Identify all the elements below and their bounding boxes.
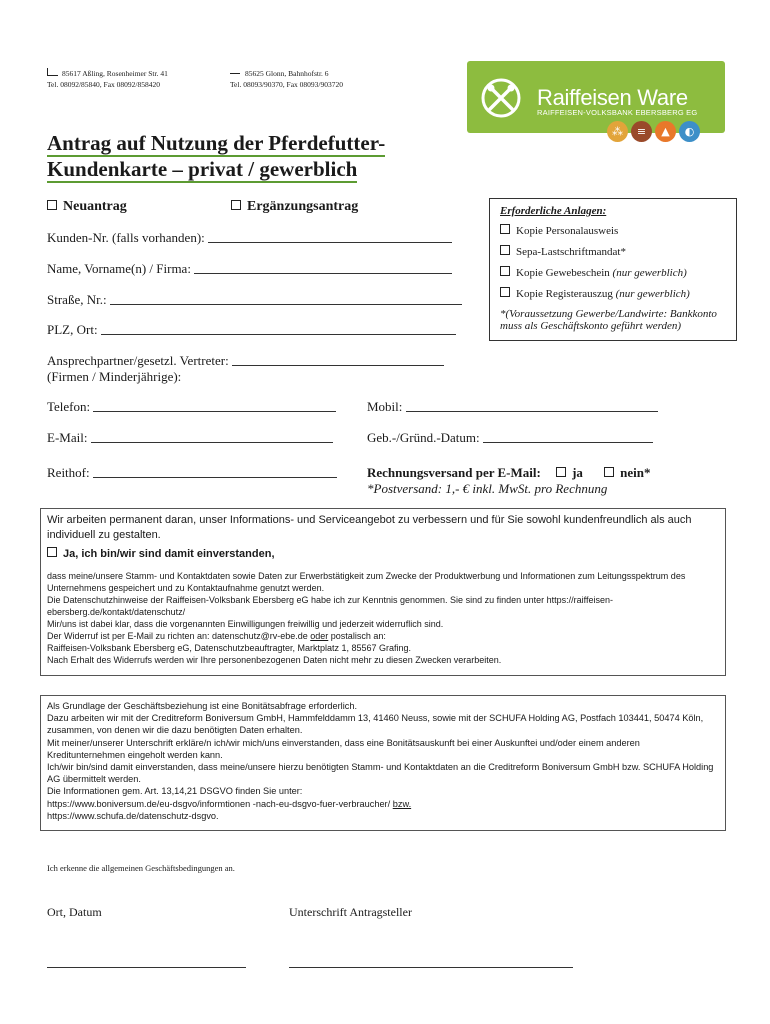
place-date-label: Ort, Datum [47,905,102,919]
supplement-application-option[interactable]: Ergänzungsantrag [231,199,358,215]
grain-icon: ⁂ [607,121,628,142]
riding-stable-input[interactable] [93,467,337,478]
birth-date-field[interactable] [367,430,653,446]
credit-text-3: Mit meiner/unserer Unterschrift erkläre/n ich/wir mich/uns einverstanden, dass eine Bonitätsauskunft bei einer Auskunftei und/oder einem anderen Kreditunternehmen eingeholt werden kann. [47,737,640,760]
address-line: 85625 Glonn, Bahnhofstr. 6 [245,69,329,78]
postal-fee-note: *Postversand: 1,- € inkl. MwSt. pro Rechnung [367,481,608,496]
dash-mark [230,73,240,74]
consent-option[interactable]: Ja, ich bin/wir sind damit einverstanden, [47,547,719,560]
contact-person-input[interactable] [232,355,444,366]
raiffeisen-emblem-icon [481,78,521,118]
name-input[interactable] [194,263,452,274]
address-phone: Tel. 08092/85840, Fax 08092/858420 [47,80,161,89]
supplement-application-checkbox[interactable] [231,200,241,210]
invoice-no-option[interactable]: nein* [604,465,650,480]
schufa-link[interactable]: https://www.schufa.de/datenschutz-dsgvo. [47,810,219,821]
consent-text-6: Nach Erhalt des Widerrufs werden wir Ihre personenbezogenen Daten nicht mehr zu diesen Zwecken verarbeiten. [47,655,502,665]
attachment-item[interactable]: Kopie Gewebeschein (nur gewerblich) [500,266,726,279]
credit-text-4: Ich/wir bin/sind damit einverstanden, dass meine/unsere hierzu benötigten Stamm- und Kontaktdaten an die Creditreform Boniversum GmbH bzw. SCHUFA Holding AG übermittelt werden. [47,762,714,785]
field-label: Straße, Nr.: [47,292,107,307]
address-assling [47,68,168,90]
address-glonn [230,68,343,90]
flame-icon: ▲ [655,121,676,142]
field-label: Telefon: [47,399,91,414]
field-label: Geb.-/Gründ.-Datum: [367,430,480,445]
consent-text-5: Raiffeisen-Volksbank Ebersberg eG, Datenschutzbeauftragter, Marktplatz 1, 85567 Grafing. [47,643,412,653]
place-date-line[interactable] [47,967,246,968]
riding-stable-field[interactable] [47,465,337,481]
field-label: Rechnungsversand per E-Mail: [367,465,541,480]
email-input[interactable] [91,432,333,443]
field-label: Reithof: [47,465,90,480]
zip-city-input[interactable] [101,324,456,335]
zip-city-field[interactable] [47,322,456,338]
marketing-consent-box [40,508,726,676]
building-material-icon: ≡ [631,121,652,142]
street-field[interactable] [47,292,462,308]
consent-checkbox[interactable] [47,547,57,557]
service-icons [607,121,703,143]
attachment-item[interactable]: Sepa-Lastschriftmandat* [500,245,726,258]
contact-person-field[interactable] [47,353,444,369]
required-attachments-box [489,198,737,341]
invoice-yes-checkbox[interactable] [556,467,566,477]
attachment-item[interactable]: Kopie Personalausweis [500,224,726,237]
boniversum-link[interactable]: https://www.boniversum.de/eu-dsgvo/informtionen -nach-eu-dsgvo-fuer-verbraucher/ bzw. [47,798,412,809]
signature-line[interactable] [289,967,573,968]
credit-text-2: Dazu arbeiten wir mit der Creditreform Boniversum GmbH, Hammfelddamm 13, 41460 Neuss, sowie mit der SCHUFA Holding AG, Postfach 103441, 50474 Köln, zusammen, von denen wir die dazu benötigten Daten erhalten. [47,713,704,736]
consent-text-3: Mir/uns ist dabei klar, dass die vorgenannten Einwilligungen freiwillig und jederzeit widerruflich sind. [47,619,444,629]
mobile-field[interactable] [367,399,658,415]
field-label: PLZ, Ort: [47,322,98,337]
consent-text-2: Die Datenschutzhinweise der Raiffeisen-Volksbank Ebersberg eG habe ich zur Kenntnis genommen. Sie sind zu finden unter https://raiffeisen-ebersberg.de/kontakt/datenschutz/ [47,595,613,617]
credit-text-5: Die Informationen gem. Art. 13,14,21 DSGVO finden Sie unter: [47,786,303,797]
invoice-email-field [367,465,651,481]
attachments-title: Erforderliche Anlagen: [500,205,607,217]
new-application-option[interactable]: Neuantrag [47,199,127,215]
field-label: Name, Vorname(n) / Firma: [47,261,191,276]
consent-intro: Wir arbeiten permanent daran, unser Informations- und Serviceangebot zu verbessern und für Sie sowohl kundenfreundlich als auch individuell zu gestalten. [47,514,692,541]
address-line: 85617 Aßling, Rosenheimer Str. 41 [62,69,168,78]
birth-date-input[interactable] [483,432,653,443]
attachment-checkbox[interactable] [500,266,510,276]
mobile-input[interactable] [406,401,658,412]
new-application-checkbox[interactable] [47,200,57,210]
field-label: Ansprechpartner/gesetzl. Vertreter: [47,353,229,368]
street-input[interactable] [110,294,462,305]
logo-subtitle: RAIFFEISEN-VOLKSBANK EBERSBERG EG [537,108,698,117]
phone-input[interactable] [93,401,336,412]
address-phone: Tel. 08093/90370, Fax 08093/903720 [230,80,344,89]
field-label: E-Mail: [47,430,88,445]
phone-field[interactable] [47,399,336,415]
name-field[interactable] [47,261,452,277]
customer-number-input[interactable] [208,232,452,243]
invoice-no-checkbox[interactable] [604,467,614,477]
attachment-checkbox[interactable] [500,224,510,234]
email-field[interactable] [47,430,333,446]
signature-label: Unterschrift Antragsteller [289,905,412,919]
bracket-mark [47,68,58,76]
attachment-checkbox[interactable] [500,287,510,297]
attachment-item[interactable]: Kopie Registerauszug (nur gewerblich) [500,287,726,300]
invoice-yes-option[interactable]: ja [556,465,583,480]
field-label: Kunden-Nr. (falls vorhanden): [47,230,205,245]
attachment-checkbox[interactable] [500,245,510,255]
field-label: Mobil: [367,399,403,414]
page-title: Antrag auf Nutzung der Pferdefutter- Kundenkarte – privat / gewerblich [47,131,386,181]
customer-number-field[interactable] [47,230,452,246]
credit-check-box [40,695,726,831]
contact-person-note: (Firmen / Minderjährige): [47,369,182,384]
logo-brand-name: Raiffeisen Ware [537,85,688,110]
consent-text-1: dass meine/unsere Stamm- und Kontaktdaten sowie Daten zur Erwerbstätigkeit zum Zwecke der Produktwerbung und Informationen zum Leitungsspektrum des Unternehmens gespeichert und zu Kontaktaufnahme genutzt werden. [47,571,686,593]
terms-acceptance: Ich erkenne die allgemeinen Geschäftsbedingungen an. [47,863,235,873]
attachments-footnote: *(Voraussetzung Gewerbe/Landwirte: Bankkonto muss als Geschäftskonto geführt werden) [500,308,717,332]
credit-text-1: Als Grundlage der Geschäftsbeziehung ist eine Bonitätsabfrage erforderlich. [47,701,358,711]
consent-text-4: Der Widerruf ist per E-Mail zu richten an: datenschutz@rv-ebe.de oder postalisch an: [47,631,386,641]
watering-can-icon: ◐ [679,121,700,142]
